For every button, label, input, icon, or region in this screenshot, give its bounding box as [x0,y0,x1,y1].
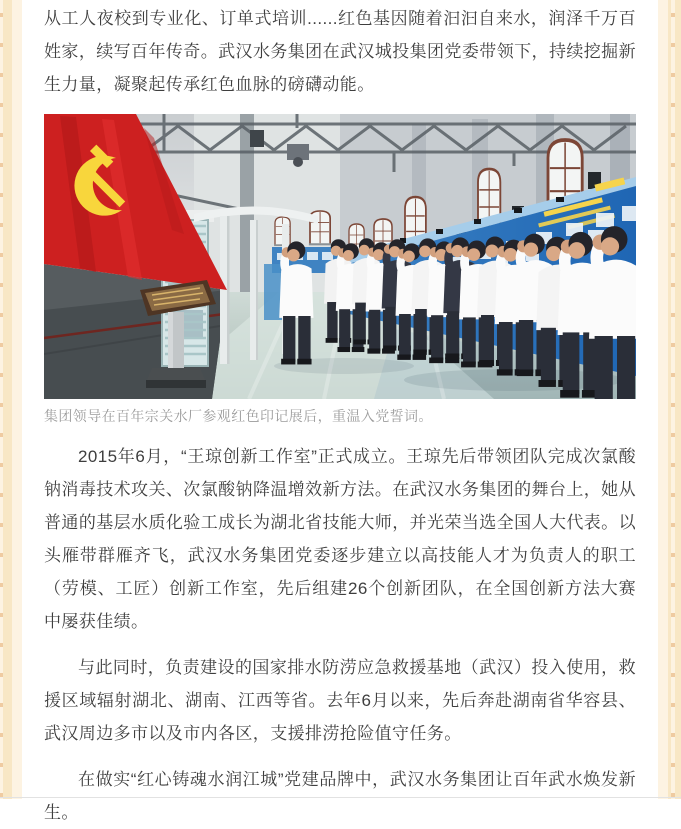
paragraph-3: 与此同时，负责建设的国家排水防涝应急救援基地（武汉）投入使用，救援区域辐射湖北、湖南、江西等省。去年6月以来，先后奔赴湖南省华容县、武汉周边多市以及市内各区，支援排涝抢险值守任务。 [44,658,636,743]
article-body [22,0,658,822]
border-light-left [12,0,22,799]
photo-caption: 集团领导在百年宗关水厂参观红色印记展后，重温入党誓词。 [44,408,433,424]
article-photo[interactable] [44,114,636,399]
border-dots-right [671,0,675,799]
page-border-left [0,0,22,799]
section-divider [0,797,681,798]
paragraph-4: 在做实“红心铸魂水润江城”党建品牌中，武汉水务集团让百年武水焕发新生。 [44,770,636,822]
border-light-right [658,0,668,799]
article-figure [44,114,636,426]
photo-scene [44,114,636,399]
border-strip-left [3,0,12,799]
paragraph-2: 2015年6月，“王琼创新工作室”正式成立。王琼先后带领团队完成次氯酸钠消毒技术攻关、次氯酸钠降温增效新方法。在武汉水务集团的舞台上，她从普通的基层水质化验工成长为湖北省技能大师，并光荣当选全国人大代表。以头雁带群雁齐飞，武汉水务集团党委逐步建立以高技能人才为负责人的职工（劳模、工匠）创新工作室，先后组建26个创新团队，在全国创新方法大赛中屡获佳绩。 [44,447,636,631]
page-border-right [658,0,681,799]
paragraph-1: 从工人夜校到专业化、订单式培训......红色基因随着汩汩自来水，润泽千万百姓家，续写百年传奇。武汉水务集团在武汉城投集团党委带领下，持续挖掘新生力量，凝聚起传承红色血脉的磅礴动能。 [44,9,636,94]
